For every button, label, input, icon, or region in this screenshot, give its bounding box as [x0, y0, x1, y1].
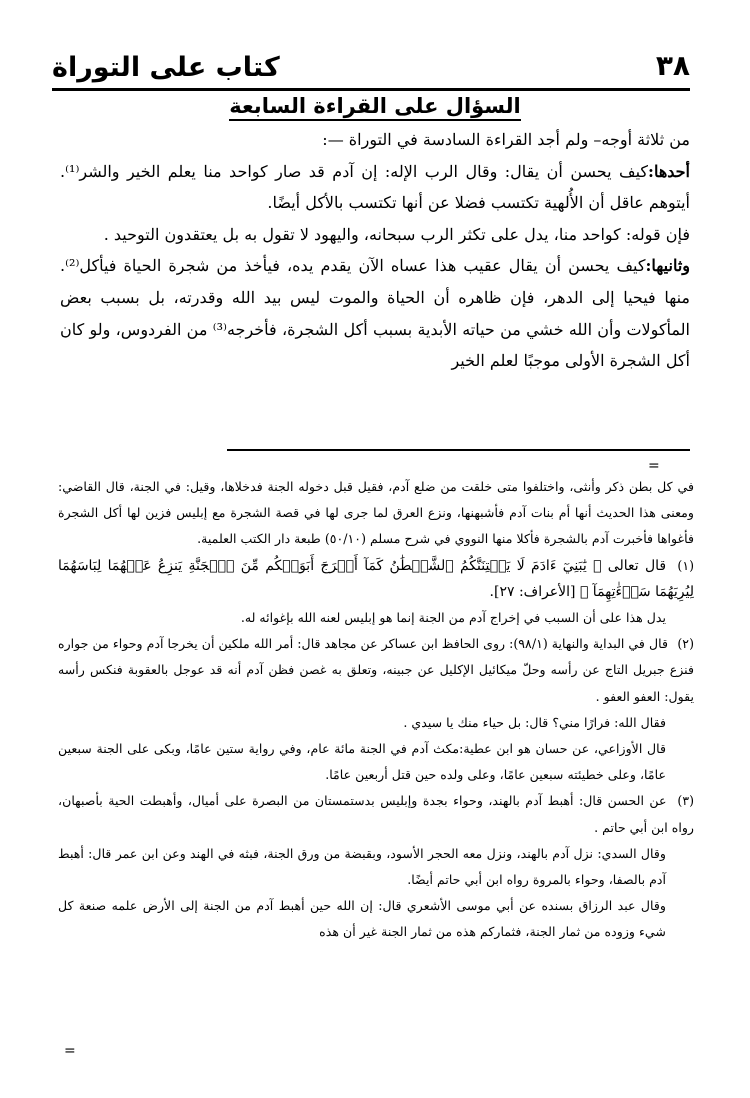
continuation-mark-top: = — [648, 458, 660, 474]
page-header — [52, 44, 690, 92]
footnote-1-text: قال تعالى ﴿ يَٰبَنِيٓ ءَادَمَ لَا يَفۡتِنَنَّكُمُ ٱلشَّيۡطَٰنُ كَمَآ أَخۡرَجَ أَبَوَيۡكُم مِّنَ ٱلۡجَنَّةِ يَنزِعُ عَنۡهُمَا لِبَاسَهُمَا لِيُرِيَهُمَا سَوۡءَٰتِهِمَآ ﴾ [الأعراف: ٢٧]. — [58, 557, 694, 600]
continuation-mark-bottom: = — [64, 1043, 76, 1059]
first-point-paragraph — [60, 156, 690, 219]
main-text — [60, 124, 690, 377]
third-point-text: كيف يحسن أن يقال عقيب هذا عساه الآن يقدم يده، فيأخذ من شجرة الحياة فيأكل⁽²⁾. منها فيحيا إلى الدهر، فإن ظاهره أن الحياة والموت ليس بيد الله وقدرته، بل بسبب بعض المأكولات وأن الله خشي من حياته الأبدية بسبب أكل الشجرة، فأخرجه⁽³⁾ من الفردوس، ولو كان أكل الشجرة الأولى موجبًا لعلم الخير — [60, 256, 691, 371]
third-point-paragraph — [60, 250, 690, 376]
footnote-3-number: (٣) — [677, 793, 694, 809]
section-title-text: السؤال على القراءة السابعة — [229, 94, 521, 121]
footnote-3-text: عن الحسن قال: أهبط آدم بالهند، وحواء بجدة وإبليس بدستمستان من البصرة على أميال، وأهبطت الحية بأصبهان، رواه ابن أبي حاتم . — [58, 793, 694, 835]
footnote-2-line-b: فقال الله: فرارًا مني؟ قال: بل حياء منك يا سيدي . — [403, 714, 666, 730]
page-number: ٣٨ — [655, 49, 690, 82]
first-point-label: أحدها: — [648, 161, 690, 181]
first-point-text: كيف يحسن أن يقال: وقال الرب الإله: إن آدم قد صار كواحد منا يعلم الخير والشر⁽¹⁾. أيتوهم عاقل أن الأُلهية تكتسب فضلا عن أنها تكتسب بالأكل أيضًا. — [60, 161, 690, 213]
footnote-1-number: (١) — [677, 557, 694, 573]
header-rule — [52, 88, 690, 91]
footnote-2-text: قال في البداية والنهاية (٩٨/١): روى الحافظ ابن عساكر عن مجاهد قال: أمر الله ملكين أن يخرجا آدم وحواء من جواره فنزع جبريل التاج عن رأسه وحلّ ميكائيل الإكليل عن جبينه، وتعلق به غصن فظن آدم أنه قد عوجل بالعقوبة فنكس رأسه يقول: العفو العفو . — [58, 636, 694, 704]
footnote-2-line-c: قال الأوزاعي، عن حسان هو ابن عطية:مكث آدم في الجنة مائة عام، وفي رواية ستين عامًا، وبكى على الجنة سبعين عامًا، وعلى خطيئته سبعين عامًا، وعلى ولده حين قتل أربعين عامًا. — [58, 741, 666, 783]
footnote-3-line-b: وقال السدي: نزل آدم بالهند، ونزل معه الحجر الأسود، وبقبضة من ورق الجنة، فبثه في الهند وعن ابن عمر قال: أهبط آدم بالصفا، وحواء بالمروة رواه ابن أبي حاتم أيضًا. — [58, 845, 666, 888]
footnotes — [58, 474, 694, 946]
footnote-3 — [58, 788, 694, 840]
footnote-continuation: في كل بطن ذكر وأنثى، واختلفوا متى خلقت من ضلع آدم، فقيل قبل دخوله الجنة فدخلاها، وقيل: في الجنة، قال القاضي: ومعنى هذا الحديث أنها أم بنات آدم فأشبهنها، ونزع العرق لما جرى لها في قصة الشجرة مع إبليس فزين لها أكل الشجرة فأغواها فأخبرت آدم بالشجرة فأكلا منها النووي في شرح مسلم (٥٠/١٠) طبعة دار الكتب العلمية. — [58, 479, 694, 547]
intro-paragraph: من ثلاثة أوجه– ولم أجد القراءة السادسة في التوراة —: — [322, 130, 690, 149]
section-title — [60, 92, 690, 120]
footnote-3-line-c: وقال عبد الرزاق بسنده عن أبي موسى الأشعري قال: إن الله حين أهبط آدم من الجنة إلى الأرض علمه صنعة كل شيء وزوده من ثمار الجنة، فثماركم هذه من ثمار الجنة غير أن هذه — [58, 898, 666, 940]
footnote-separator — [227, 449, 690, 451]
footnote-1 — [58, 553, 694, 605]
second-paragraph: فإن قوله: كواحد منا، يدل على تكثر الرب سبحانه، واليهود لا تقول به بل يعتقدون التوحيد . — [103, 224, 690, 244]
footnote-1-comment: يدل هذا على أن السبب في إخراج آدم من الجنة إنما هو إبليس لعنه الله بإغوائه له. — [240, 610, 666, 626]
running-title: كتاب على التوراة — [52, 52, 280, 83]
footnote-2-number: (٢) — [677, 636, 694, 652]
footnote-2 — [58, 631, 694, 710]
third-point-label: وثانيها: — [645, 256, 690, 276]
